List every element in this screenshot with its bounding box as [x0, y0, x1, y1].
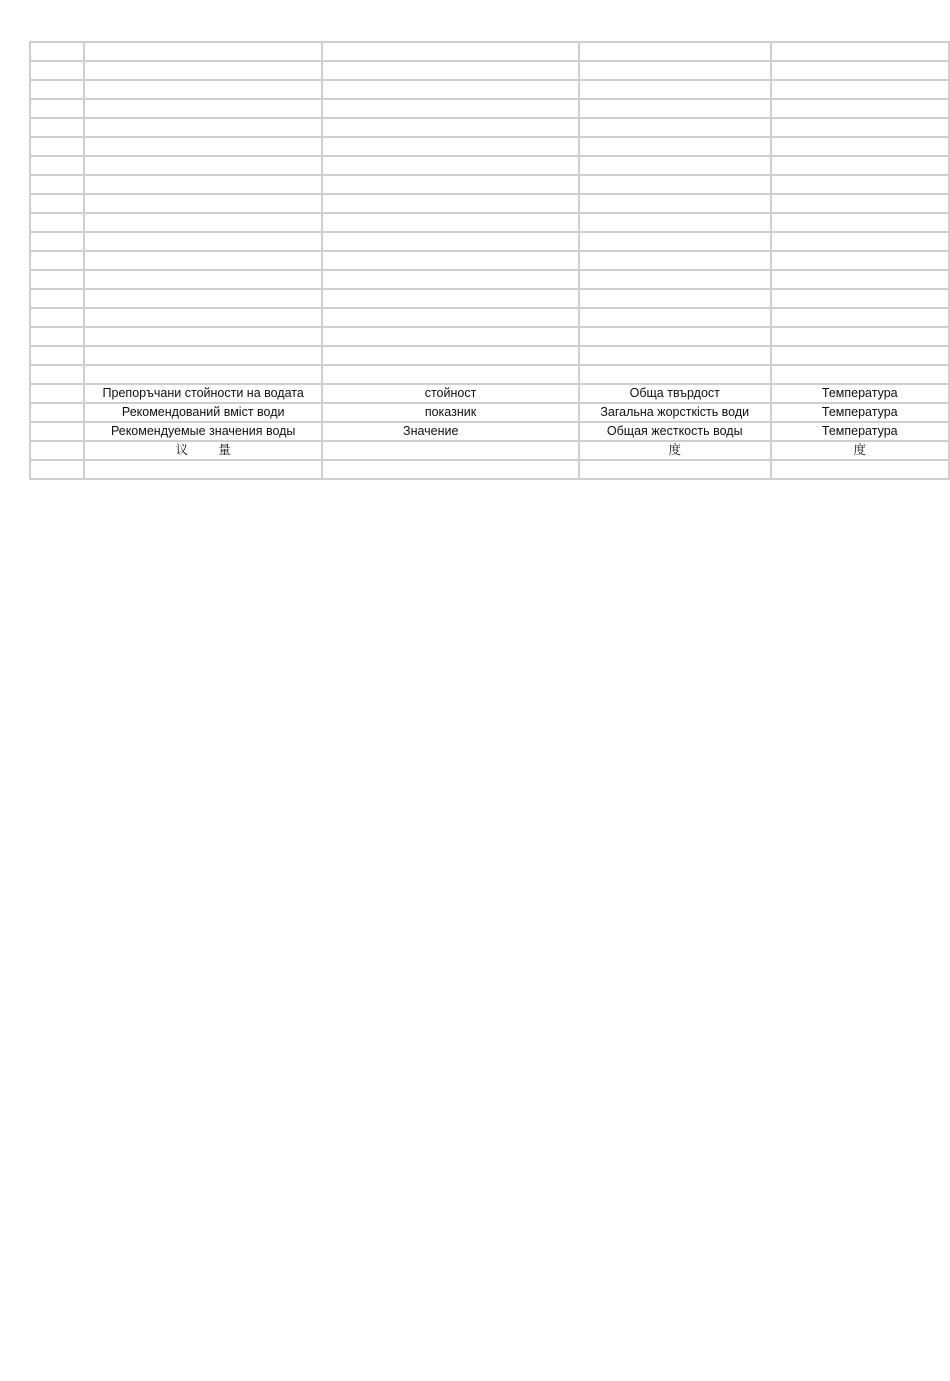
table-row: [30, 460, 949, 479]
table-cell: [771, 289, 950, 308]
table-cell: [322, 213, 579, 232]
spreadsheet-table: [29, 41, 950, 480]
table-cell: [30, 460, 84, 479]
temperature-label-ru: Температура: [771, 422, 950, 441]
table-cell: [579, 156, 771, 175]
table-cell: [771, 213, 950, 232]
table-cell: [322, 346, 579, 365]
zh-char-2: 量: [218, 443, 231, 457]
table-cell: [30, 365, 84, 384]
zh-char-1: 议: [175, 443, 189, 457]
table-row-russian: [30, 422, 949, 441]
table-row: [30, 308, 949, 327]
table-cell: [771, 80, 950, 99]
table-cell: [84, 232, 322, 251]
table-cell: [322, 365, 579, 384]
table-row: [30, 42, 949, 61]
table-cell: [579, 232, 771, 251]
table-cell: [30, 327, 84, 346]
table-cell: [322, 327, 579, 346]
table-cell: [322, 175, 579, 194]
table-row: [30, 365, 949, 384]
table-cell: [84, 270, 322, 289]
table-cell: [84, 156, 322, 175]
table-cell: [30, 422, 84, 441]
table-cell: [30, 441, 84, 460]
table-cell: [579, 308, 771, 327]
table-cell: [579, 175, 771, 194]
table-cell: [322, 270, 579, 289]
table-cell: [322, 308, 579, 327]
table-cell: [30, 232, 84, 251]
table-cell: [771, 232, 950, 251]
table-row: [30, 251, 949, 270]
table-cell: [322, 118, 579, 137]
table-cell: [579, 346, 771, 365]
table-cell: [771, 251, 950, 270]
table-cell: [30, 384, 84, 403]
table-cell: [30, 80, 84, 99]
table-cell: [30, 156, 84, 175]
table-cell: [84, 175, 322, 194]
table-cell: [30, 42, 84, 61]
table-row: [30, 327, 949, 346]
table-row: [30, 175, 949, 194]
table-cell: [322, 156, 579, 175]
table-cell: [30, 251, 84, 270]
table-cell: [84, 327, 322, 346]
total-hardness-label-zh: 度: [579, 441, 771, 460]
table-row: [30, 156, 949, 175]
table-cell: [579, 42, 771, 61]
table-cell: [771, 194, 950, 213]
table-row: [30, 61, 949, 80]
table-cell: [30, 289, 84, 308]
table-cell: [30, 194, 84, 213]
table-cell: [322, 232, 579, 251]
table-cell: [84, 118, 322, 137]
table-cell: [30, 175, 84, 194]
value-label-uk: показник: [322, 403, 579, 422]
table-cell: [579, 289, 771, 308]
table-cell: [322, 289, 579, 308]
water-values-label-ru: Рекомендуемые значения воды: [84, 422, 322, 441]
table-cell: [84, 346, 322, 365]
water-values-label-zh: [84, 441, 322, 460]
table-cell: [579, 327, 771, 346]
table-cell: [322, 99, 579, 118]
table-cell: [30, 308, 84, 327]
table-cell: [84, 42, 322, 61]
total-hardness-label-ru: Общая жесткость воды: [579, 422, 771, 441]
table-row: [30, 118, 949, 137]
value-label-zh: [322, 441, 579, 460]
table-cell: [84, 365, 322, 384]
table-cell: [84, 289, 322, 308]
temperature-label-zh: 度: [771, 441, 950, 460]
table-cell: [30, 118, 84, 137]
total-hardness-label-uk: Загальна жорсткість води: [579, 403, 771, 422]
table-cell: [771, 156, 950, 175]
table-cell: [84, 460, 322, 479]
table-cell: [579, 80, 771, 99]
water-values-label-uk: Рекомендований вміст води: [84, 403, 322, 422]
table-cell: [771, 308, 950, 327]
table-row: [30, 270, 949, 289]
table-cell: [579, 61, 771, 80]
table-row-ukrainian: [30, 403, 949, 422]
table-cell: [30, 99, 84, 118]
table-cell: [771, 327, 950, 346]
table-cell: [771, 118, 950, 137]
table-cell: [579, 270, 771, 289]
table-row-bulgarian: [30, 384, 949, 403]
table-row: [30, 289, 949, 308]
table-cell: [84, 137, 322, 156]
value-label-bg: стойност: [322, 384, 579, 403]
table-cell: [771, 175, 950, 194]
table-row: [30, 194, 949, 213]
table-cell: [322, 194, 579, 213]
table-cell: [84, 61, 322, 80]
table-cell: [84, 80, 322, 99]
table-cell: [579, 251, 771, 270]
table-cell: [84, 251, 322, 270]
temperature-label-bg: Температура: [771, 384, 950, 403]
table-cell: [579, 213, 771, 232]
water-values-label-bg: Препоръчани стойности на водата: [84, 384, 322, 403]
table-cell: [322, 137, 579, 156]
table-cell: [30, 213, 84, 232]
table-cell: [322, 80, 579, 99]
table-cell: [771, 346, 950, 365]
table-cell: [771, 270, 950, 289]
table-cell: [771, 365, 950, 384]
table-cell: [579, 137, 771, 156]
table-cell: [579, 99, 771, 118]
table-cell: [771, 61, 950, 80]
table-row: [30, 137, 949, 156]
table-cell: [30, 137, 84, 156]
table-cell: [771, 460, 950, 479]
table-cell: [84, 213, 322, 232]
table-cell: [771, 42, 950, 61]
table-row: [30, 232, 949, 251]
table-cell: [30, 403, 84, 422]
table-cell: [579, 118, 771, 137]
table-cell: [30, 61, 84, 80]
total-hardness-label-bg: Обща твърдост: [579, 384, 771, 403]
table-cell: [84, 99, 322, 118]
table-cell: [579, 365, 771, 384]
table-cell: [322, 460, 579, 479]
table-cell: [579, 460, 771, 479]
table-row: [30, 346, 949, 365]
table-row: [30, 99, 949, 118]
table-cell: [84, 308, 322, 327]
table-cell: [579, 194, 771, 213]
table-cell: [84, 194, 322, 213]
table-row: [30, 213, 949, 232]
table-cell: [771, 137, 950, 156]
table-body: [30, 42, 949, 479]
table-cell: [30, 346, 84, 365]
table-cell: [322, 251, 579, 270]
table-row-chinese: [30, 441, 949, 460]
table-row: [30, 80, 949, 99]
table-cell: [322, 61, 579, 80]
table-cell: [771, 99, 950, 118]
table-cell: [30, 270, 84, 289]
value-label-ru: Значение: [322, 422, 579, 441]
table-cell: [322, 42, 579, 61]
temperature-label-uk: Температура: [771, 403, 950, 422]
